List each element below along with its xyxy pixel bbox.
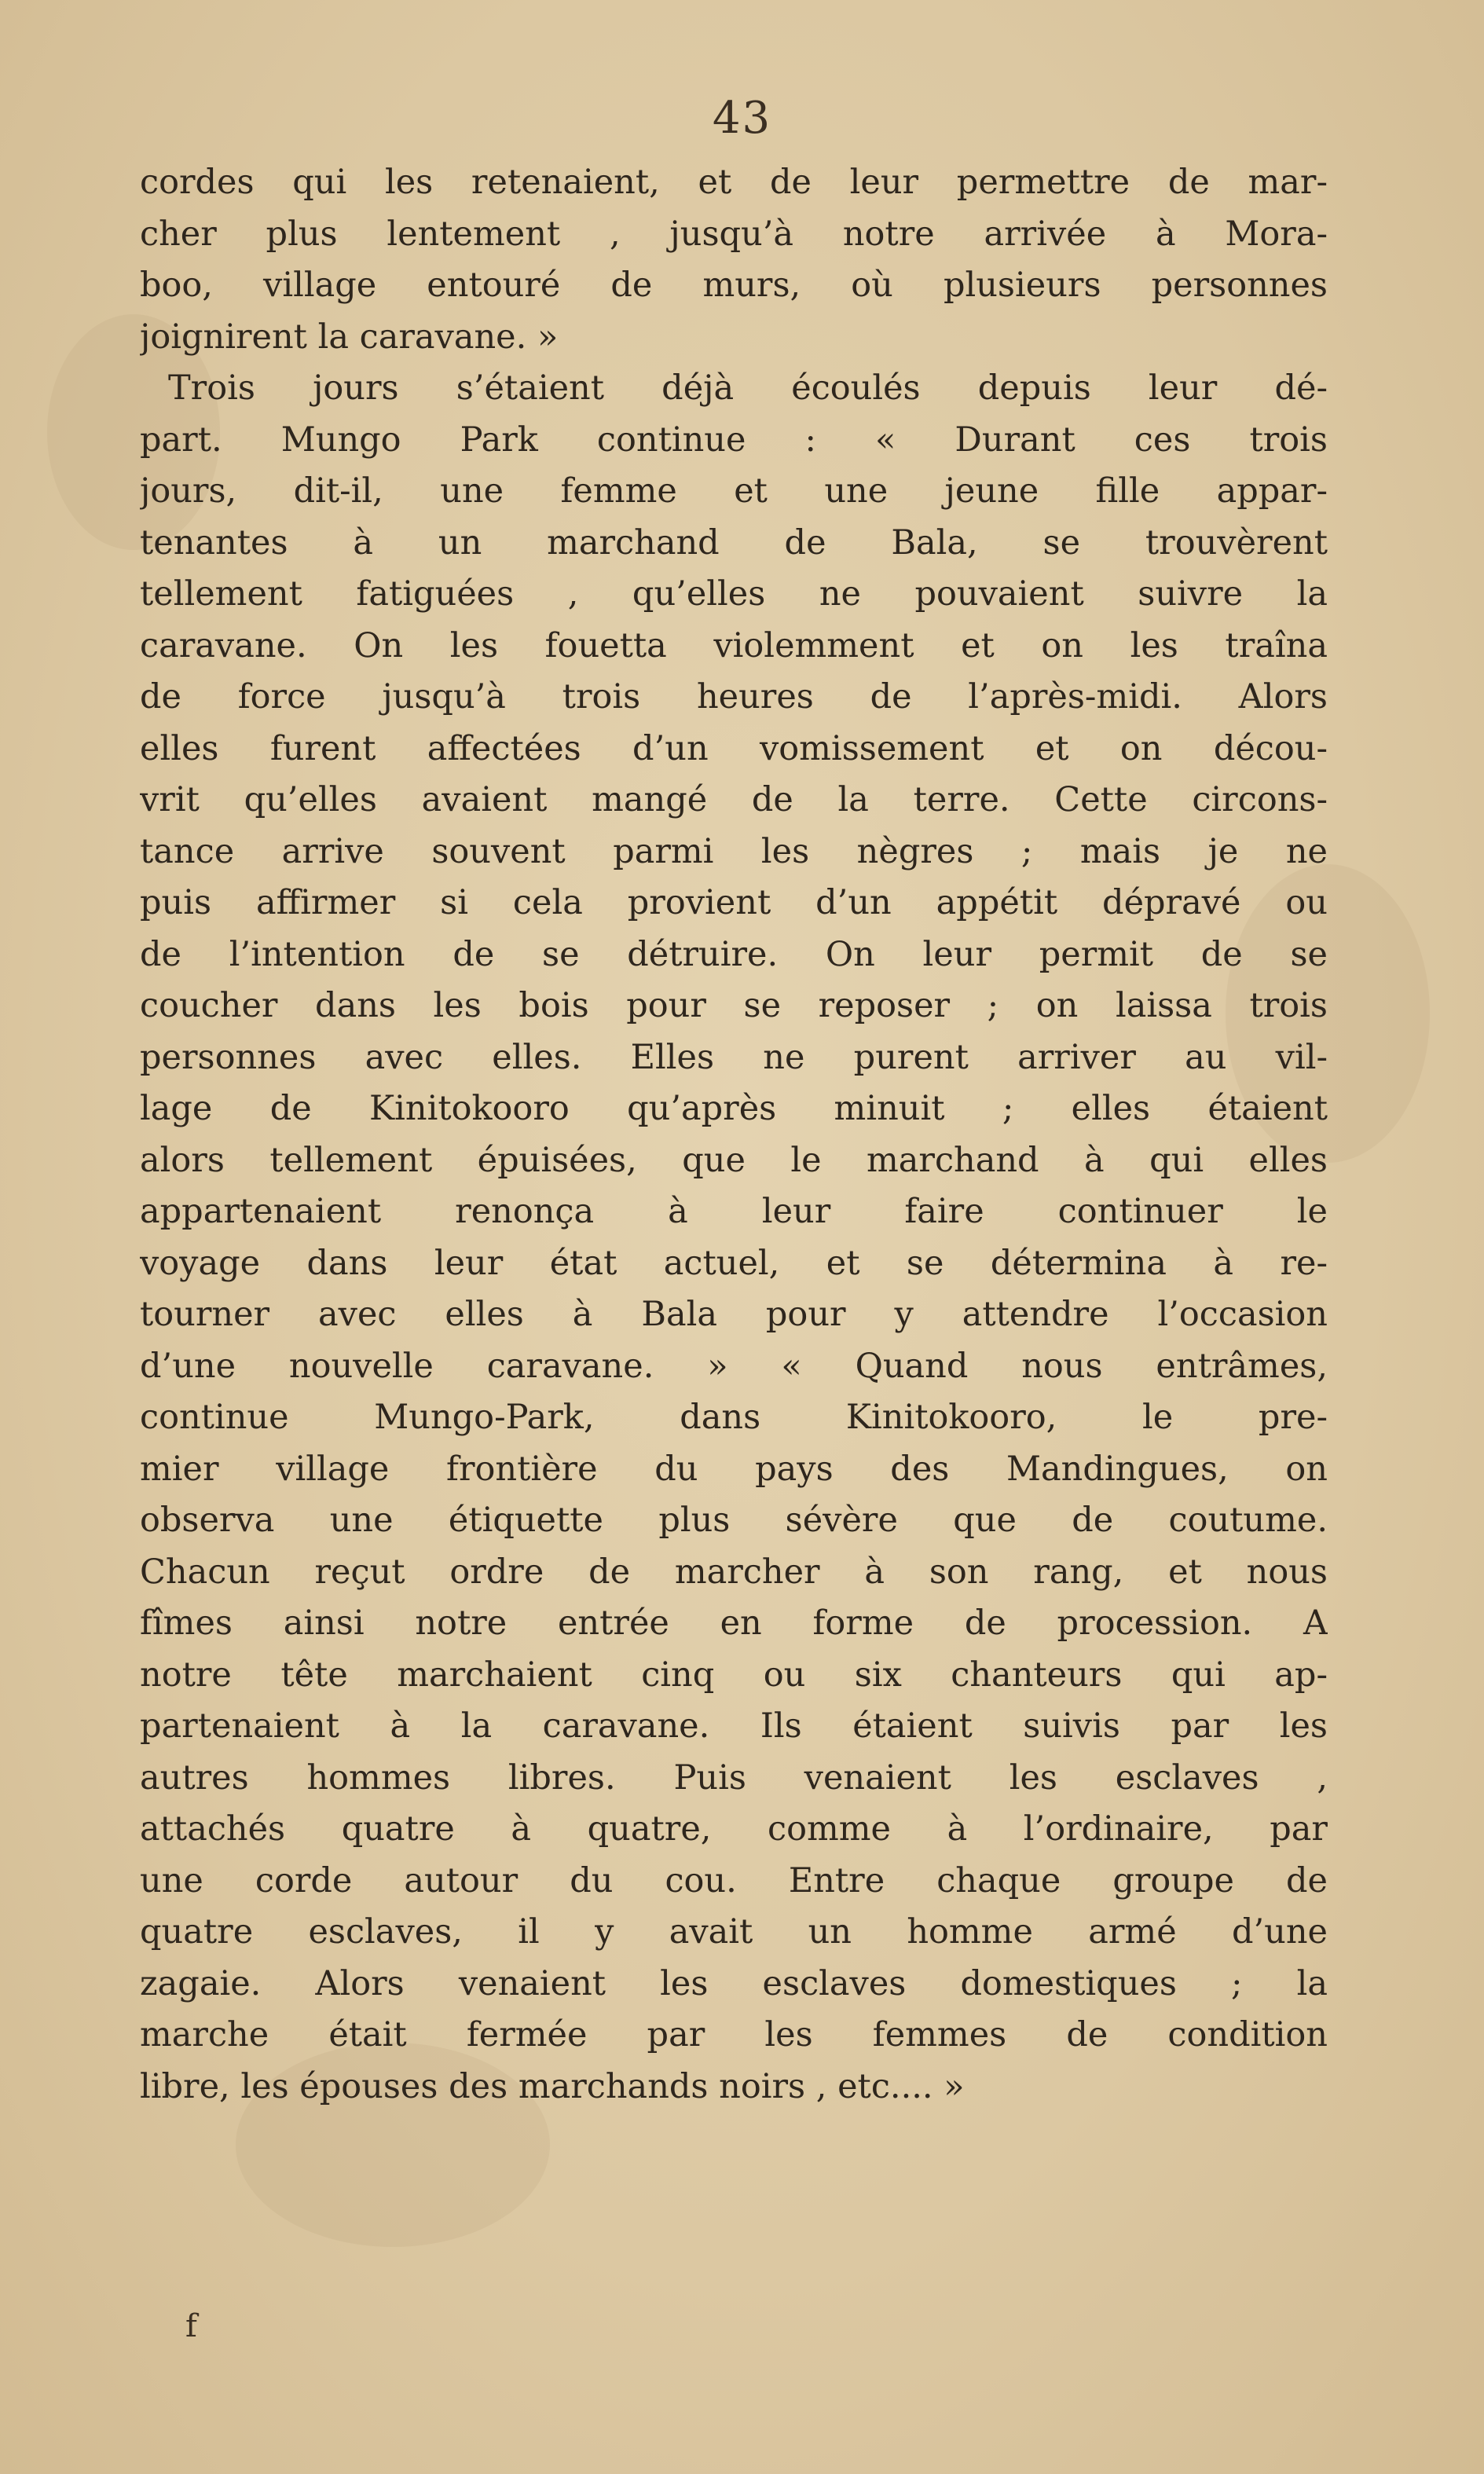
text-line: marche était fermée par les femmes de condition [140,2015,1328,2054]
text-line: cordes qui les retenaient, et de leur permettre de mar- [140,163,1328,202]
text-line: cher plus lentement , jusqu’à notre arrivée à Mora- [140,214,1328,254]
text-line: Chacun reçut ordre de marcher à son rang, et nous [140,1552,1328,1592]
text-line: fîmes ainsi notre entrée en forme de procession. A [140,1604,1328,1643]
text-line: d’une nouvelle caravane. » « Quand nous entrâmes, [140,1346,1328,1386]
text-line: de l’intention de se détruire. On leur permit de se [140,934,1328,974]
text-line: coucher dans les bois pour se reposer ; on laissa trois [140,986,1328,1025]
text-line: mier village frontière du pays des Mandingues, on [140,1449,1328,1489]
text-line: jours, dit-il, une femme et une jeune fille appar- [140,471,1328,511]
text-line: vrit qu’elles avaient mangé de la terre. Cette circons- [140,780,1328,819]
text-line: quatre esclaves, il y avait un homme armé d’une [140,1912,1328,1952]
text-line: Trois jours s’étaient déjà écoulés depuis leur dé- [168,368,1328,408]
text-line: alors tellement épuisées, que le marchand à qui elles [140,1140,1328,1180]
text-line: zagaie. Alors venaient les esclaves domestiques ; la [140,1963,1328,2003]
text-line: lage de Kinitokooro qu’après minuit ; elles étaient [140,1089,1328,1128]
text-line: caravane. On les fouetta violemment et on les traîna [140,625,1328,665]
text-line: joignirent la caravane. » [140,317,559,357]
text-line: une corde autour du cou. Entre chaque groupe de [140,1860,1328,1900]
text-line: autres hommes libres. Puis venaient les esclaves , [140,1757,1328,1798]
text-line: tance arrive souvent parmi les nègres ; mais je ne [140,831,1328,871]
text-line: continue Mungo-Park, dans Kinitokooro, le pre- [140,1398,1328,1437]
signature-mark: f [185,2308,197,2344]
text-line: observa une étiquette plus sévère que de coutume. [140,1501,1328,1540]
text-line: libre, les épouses des marchands noirs , etc.... » [140,2066,965,2106]
text-line: appartenaient renonça à leur faire continuer le [140,1192,1328,1231]
text-line: tellement fatiguées , qu’elles ne pouvaient suivre la [140,574,1328,614]
text-line: elles furent affectées d’un vomissement et on décou- [140,728,1328,768]
text-line: notre tête marchaient cinq ou six chanteurs qui ap- [140,1655,1328,1695]
text-line: personnes avec elles. Elles ne purent arriver au vil- [140,1037,1328,1077]
text-line: puis affirmer si cela provient d’un appétit dépravé ou [140,883,1328,922]
text-line: partenaient à la caravane. Ils étaient suivis par les [140,1706,1328,1746]
body-text [140,157,1328,2113]
text-line: tenantes à un marchand de Bala, se trouvèrent [140,522,1328,563]
text-line: part. Mungo Park continue : « Durant ces trois [140,420,1328,460]
text-line: tourner avec elles à Bala pour y attendre l’occasion [140,1295,1328,1334]
text-line: attachés quatre à quatre, comme à l’ordinaire, par [140,1809,1328,1849]
text-line: boo, village entouré de murs, où plusieurs personnes [140,266,1328,305]
text-line: de force jusqu’à trois heures de l’après-midi. Alors [140,677,1328,717]
page-number: 43 [712,93,772,144]
text-line: voyage dans leur état actuel, et se détermina à re- [140,1243,1328,1283]
